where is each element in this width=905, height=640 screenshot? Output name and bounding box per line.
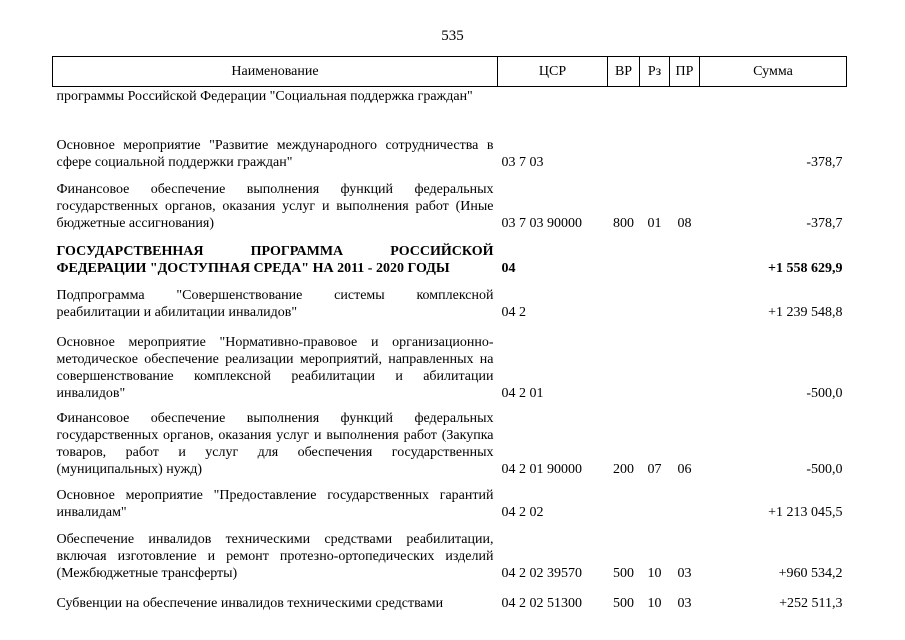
row-rz: 10: [647, 595, 662, 611]
row-sum: +1 213 045,5: [768, 504, 843, 520]
page-number: 535: [441, 28, 464, 44]
row-name: Основное мероприятие "Нормативно-правовое и организационно-методическое обеспечение реализации мероприятий, направленных на совершенствование комплексной реабилитации и абилитации инвалидов": [56, 334, 494, 401]
row-csr: 04 2: [501, 304, 526, 320]
table-row: [53, 402, 847, 478]
table-row: [53, 321, 847, 402]
row-rz: [640, 321, 670, 402]
row-sum: +1 239 548,8: [768, 304, 843, 320]
row-name: Субвенции на обеспечение инвалидов техническими средствами: [56, 595, 444, 611]
row-vr: [608, 232, 640, 277]
row-rz: [640, 232, 670, 277]
row-vr: 200: [613, 461, 634, 477]
table-row: [53, 171, 847, 232]
table-row: [53, 277, 847, 321]
table-row: [53, 521, 847, 582]
row-vr: [608, 478, 640, 521]
row-pr: [670, 277, 700, 321]
row-pr: [670, 232, 700, 277]
row-csr: 04: [501, 260, 516, 276]
header-pr: ПР: [670, 57, 700, 87]
row-name: Обеспечение инвалидов техническими средствами реабилитации, включая изготовление и ремонт протезно-ортопедических изделий (Межбюджетные трансферты): [56, 531, 494, 581]
header-vr: ВР: [608, 57, 640, 87]
row-vr: [608, 127, 640, 171]
row-csr: 04 2 01: [501, 385, 544, 401]
table-header-row: [53, 57, 847, 87]
header-rz: Рз: [640, 57, 670, 87]
row-csr: 03 7 03 90000: [501, 215, 582, 231]
row-csr: [498, 87, 608, 127]
row-csr: 03 7 03: [501, 154, 544, 170]
row-pr: 06: [677, 461, 692, 477]
row-sum: +252 511,3: [779, 595, 843, 611]
row-pr: [670, 321, 700, 402]
row-rz: [640, 87, 670, 127]
row-vr: 500: [613, 595, 634, 611]
row-name: программы Российской Федерации "Социальная поддержка граждан": [56, 89, 473, 104]
row-rz: [640, 127, 670, 171]
row-sum: -378,7: [806, 215, 843, 231]
row-name: ГОСУДАРСТВЕННАЯ ПРОГРАММА РОССИЙСКОЙ ФЕДЕРАЦИИ "ДОСТУПНАЯ СРЕДА" НА 2011 - 2020 ГОДЫ: [56, 243, 494, 276]
row-sum: -378,7: [806, 154, 843, 170]
row-rz: 10: [647, 565, 662, 581]
header-name: Наименование: [53, 57, 498, 87]
row-csr: 04 2 01 90000: [501, 461, 582, 477]
row-csr: 04 2 02: [501, 504, 544, 520]
row-name: Финансовое обеспечение выполнения функций федеральных государственных органов, оказания услуг и выполнения работ (Иные бюджетные ассигнования): [56, 181, 494, 231]
row-pr: 08: [677, 215, 692, 231]
row-csr: 04 2 02 39570: [501, 565, 582, 581]
row-pr: [670, 478, 700, 521]
row-sum: +1 558 629,9: [768, 260, 843, 276]
row-pr: 03: [677, 565, 692, 581]
row-name: Финансовое обеспечение выполнения функций федеральных государственных органов, оказания услуг и выполнения работ (Закупка товаров, работ и услуг для обеспечения государственных (муниципальных) нужд): [56, 410, 494, 477]
row-pr: [670, 87, 700, 127]
row-sum: [700, 87, 847, 127]
table-row: [53, 87, 847, 127]
row-csr: 04 2 02 51300: [501, 595, 582, 611]
row-rz: 07: [647, 461, 662, 477]
table-row-program: [53, 232, 847, 277]
row-vr: [608, 87, 640, 127]
row-sum: -500,0: [806, 385, 843, 401]
row-rz: 01: [647, 215, 662, 231]
row-vr: 800: [613, 215, 634, 231]
row-name: Подпрограмма "Совершенствование системы комплексной реабилитации и абилитации инвалидов": [56, 287, 494, 320]
table-row: [53, 127, 847, 171]
budget-table: [52, 56, 847, 612]
header-sum: Сумма: [700, 57, 847, 87]
row-vr: [608, 277, 640, 321]
row-vr: [608, 321, 640, 402]
row-name: Основное мероприятие "Развитие международного сотрудничества в сфере социальной поддержки граждан": [56, 137, 494, 170]
row-vr: 500: [613, 565, 634, 581]
row-sum: +960 534,2: [778, 565, 843, 581]
table-row: [53, 582, 847, 612]
row-pr: [670, 127, 700, 171]
row-pr: 03: [677, 595, 692, 611]
row-sum: -500,0: [806, 461, 843, 477]
row-name: Основное мероприятие "Предоставление государственных гарантий инвалидам": [56, 487, 494, 520]
table-row: [53, 478, 847, 521]
row-rz: [640, 478, 670, 521]
row-rz: [640, 277, 670, 321]
header-csr: ЦСР: [498, 57, 608, 87]
